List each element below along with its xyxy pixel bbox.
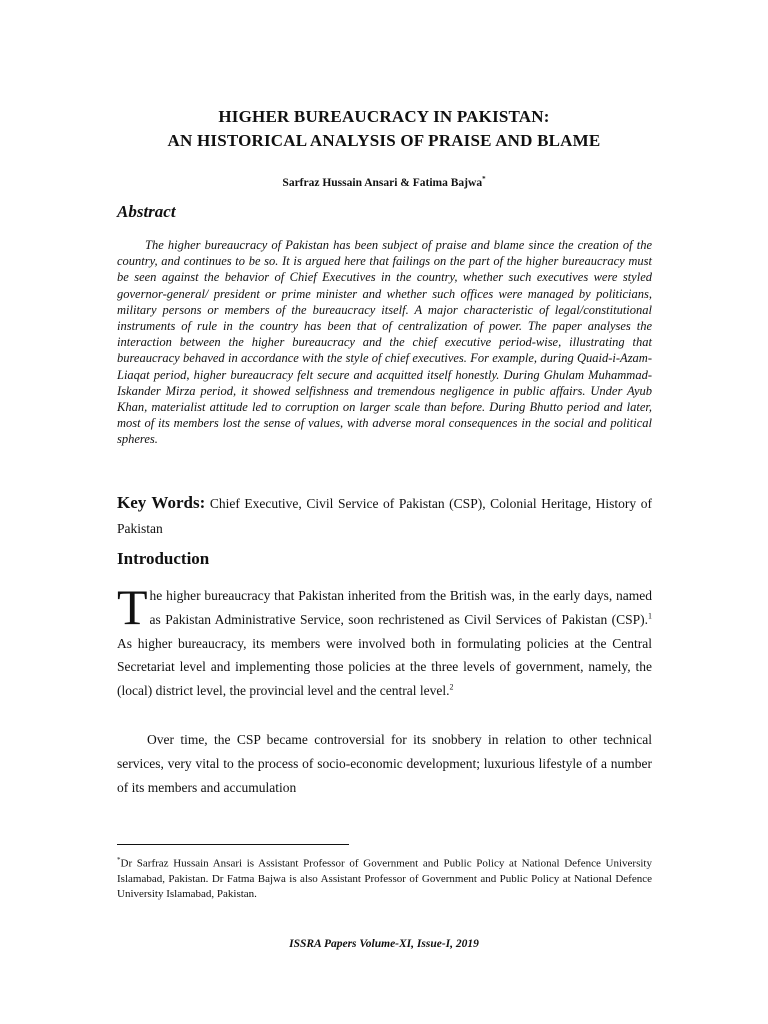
author-footnote-marker: *	[482, 175, 486, 183]
author-names: Sarfraz Hussain Ansari & Fatima Bajwa	[282, 176, 483, 189]
introduction-paragraph-2: Over time, the CSP became controversial for its snobbery in relation to other technical services, very vital to the process of socio-economic development; luxurious lifestyle of a number of its members and accumulation	[117, 732, 652, 795]
paper-title-line-2: AN HISTORICAL ANALYSIS OF PRAISE AND BLAME	[167, 131, 601, 150]
intro-p1-text-a: he higher bureaucracy that Pakistan inherited from the British was, in the early days, named as Pakistan Administrative Service, soon rechristened as Civil Services of Pakistan (CSP).	[149, 588, 652, 627]
footnote-text: Dr Sarfraz Hussain Ansari is Assistant Professor of Government and Public Policy at National Defence University Islamabad, Pakistan. Dr Fatma Bajwa is also Assistant Professor of Government and Public Policy at National Defence University Islamabad, Pakistan.	[117, 857, 652, 900]
abstract-heading: Abstract	[117, 202, 176, 221]
introduction-paragraph-1	[117, 579, 652, 703]
author-line	[0, 175, 768, 189]
drop-cap: T	[117, 579, 148, 635]
keywords-text: Chief Executive, Civil Service of Pakistan (CSP), Colonial Heritage, History of Pakistan	[117, 496, 652, 536]
footnote-marker: *	[117, 856, 121, 864]
footnote-ref-1[interactable]: 1	[648, 611, 652, 621]
journal-footer: ISSRA Papers Volume-XI, Issue-I, 2019	[289, 938, 479, 950]
intro-p1-text-b: As higher bureaucracy, its members were involved both in formulating policies at the Central Secretariat level and implementing those policies at the three levels of government, namely, the (local) district level, the provincial level and the central level.	[117, 635, 652, 699]
introduction-heading: Introduction	[117, 549, 210, 568]
footnote-ref-2[interactable]: 2	[449, 682, 454, 692]
keywords-label: Key Words:	[117, 493, 206, 512]
footnote-divider	[117, 844, 349, 845]
footnote	[117, 853, 652, 902]
abstract-text: The higher bureaucracy of Pakistan has been subject of praise and blame since the creation of the country, and continues to be so. It is argued here that failings on the part of the higher bureaucracy must be seen against the behavior of Chief Executives in the country, whether such executives were styled governor-general/ president or prime minister and whether such offices were managed by politicians, military persons or members of the bureaucracy itself. A major characteristic of legal/constitutional instruments of rule in the country has been that of centralization of power. The paper analyses the interaction between the higher bureaucracy and the chief executive period-wise, illustrating that bureaucracy behaved in accordance with the style of chief executives. For example, during Quaid-i-Azam-Liaqat period, higher bureaucracy felt secure and acquitted itself honestly. During Ghulam Muhammad-Iskander Mirza period, it showed selfishness and tremendous negligence in public affairs. Under Ayub Khan, materialist attitude led to corruption on larger scale than before. During Bhutto period and later, most of its members lost the sense of values, with adverse moral consequences in the social and political spheres.	[117, 238, 652, 447]
paper-title-line-1: HIGHER BUREAUCRACY IN PAKISTAN:	[218, 107, 550, 126]
keywords-paragraph	[117, 490, 652, 541]
